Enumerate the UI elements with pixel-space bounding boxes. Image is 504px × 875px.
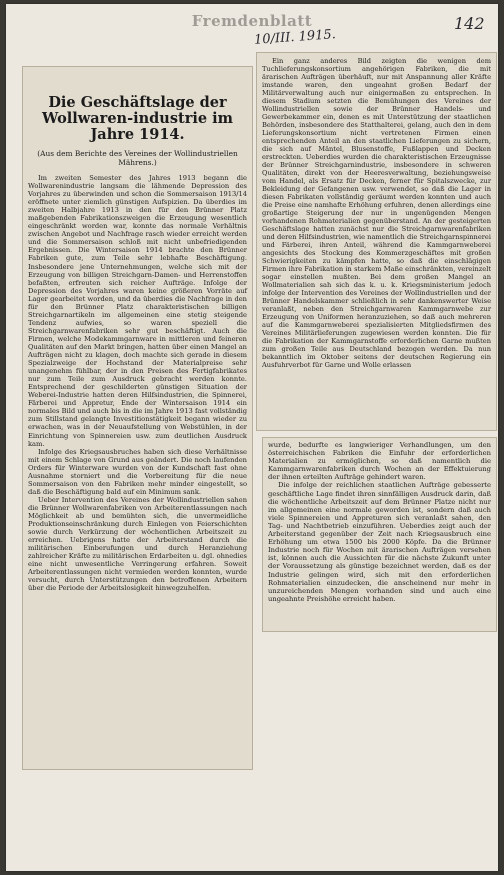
article-column-right-top [257,53,496,373]
article-column-left [23,171,252,595]
article-subhead: (Aus dem Berichte des Vereines der Wollindustriellen Mährens.) [37,149,238,167]
article-clipping-right-bottom [262,437,497,632]
article-column-right-bottom [263,438,496,606]
article-paragraph: Ein ganz anderes Bild zeigten die wenigen dem Tuchlieferungskonsortium angehörigen Fabriken, die mit ärarischen Aufträgen überhäuft, nur mit Anspannung aller Kräfte imstande waren, den ungeahnt großen Bedarf der Militärverwaltung auch nur einigermaßen zu entsprechen. In diesem Stadium setzten die Bemühungen des Vereines der Wollindustriellen sowie der Brünner Handels- und Gewerbekammer ein, denen es mit Unterstützung der staatlichen Behörden, insbesondere des Statthalterei, gelang, auch den in dem Lieferungskonsortium nicht vertretenen Firmen einen entsprechenden Anteil an den staatlichen Lieferungen zu sichern, die sich auf Mäntel, Blusenstoffe, Fußlappen und Decken erstreckten. Ueberdies wurden die charakteristischen Erzeugnisse der Brünner Streichgarnindustrie, insbesondere in schweren Qualitäten, direkt von der Heeresverwaltung, beziehungsweise vom Handel, als Ersatz für Decken, ferner für Spitalszwecke, zur Bekleidung der Gefangenen usw. verwendet, so daß die Lager in diesen Fabrikaten vollständig geräumt werden konnten und auch die Preise eine namhafte Erhöhung erfuhren, denen allerdings eine großartige Steigerung der nur in ungenügenden Mengen vorhandenen Rohmaterialien gegenüberstand. An der gesteigerten Geschäftslage hatten zunächst nur die Streichgarnwarenfabriken und deren Hilfsindustrien, wie namentlich die Streichgarnspinnerei und Färberei, ihren Anteil, während die Kammgarnweberei angesichts des Stockung des Kommerzgeschäftes mit großen Schwierigkeiten zu kämpfen hatte, so daß die einschlägigen Firmen ihre Fabrikation in starkem Maße einschränkten, vereinzelt sogar einstellen mußten. Bei dem großen Mangel an Wollmaterialien sah sich das k. u. k. Kriegsministerium jedoch infolge der Intervention des Vereines der Wollindustriellen und der Brünner Handelskammer schließlich in sehr dankenswerter Weise veranlaßt, neben den Streichgarnwaren Kammgarnwebe zur Erzeugung von Uniformen heranzuziehen, so daß auch mehreren auf die Kammgarnweberei spezialisierten Mitgliedsfirmen des Vereines Militärlieferungen zugewiesen werden konnten. Die für die Fabrikation der Kammgarnstoffe erforderlichen Garne mußten zum großen Teile aus Deutschland bezogen werden. Da nun bekanntlich im Oktober seitens der deutschen Regierung ein Ausfuhrverbot für Garne und Wolle erlassen [262,57,491,369]
article-clipping-left [22,66,253,770]
article-paragraph: Die infolge der reichlichen staatlichen Aufträge gebesserte geschäftliche Lage findet ihren sinnfälligen Ausdruck darin, daß die wöchentliche Arbeitszeit auf dem Brünner Platze nicht nur im allgemeinen eine normale geworden ist, sondern daß auch viele Spinnereien und Appreturen sich veranlaßt sahen, den Tag- und Nachtbetrieb einzuführen. Ueberdies zeigt auch der Arbeiterstand gegenüber der Zeit nach Kriegsausbruch eine Erhöhung um etwa 1500 bis 2000 Köpfe. Da die Brünner Industrie noch für Wochen mit ärarischen Aufträgen versehen ist, können auch die Aussichten für die nächste Zukunft unter der Voraussetzung als günstige bezeichnet werden, daß es der Industrie gelingen wird, sich mit den erforderlichen Rohmaterialien einzudecken, die anscheinend nur mehr in unzureichenden Mengen vorhanden sind und auch eine ungeahnte Preishöhe erreicht haben. [268,481,491,603]
handwritten-date: 10/III. 1915. [253,27,337,48]
newspaper-masthead: Fremdenblatt [191,12,313,30]
handwritten-archive-number: 142 [454,14,485,33]
article-paragraph: wurde, bedurfte es langwieriger Verhandlungen, um den österreichischen Fabriken die Einfuhr der erforderlichen Materialien zu ermöglichen, so daß namentlich die Kammgarnwarenfabriken durch Wochen an der Effektuierung der ihnen erteilten Aufträge gehindert waren. [268,441,491,482]
article-paragraph: Im zweiten Semester des Jahres 1913 begann die Wollwarenindustrie langsam die lähmende Depression des Vorjahres zu überwinden und schon die Sommersaison 1913/14 eröffnete unter ziemlich günstigen Aufspizien. Da überdies im zweiten Halbjahre 1913 in den für den Brünner Platz maßgebenden Fabrikationszweigen die Erzeugung wesentlich eingeschränkt worden war, konnte das normale Verhältnis zwischen Angebot und Nachfrage rasch wieder erreicht werden und die Sommersaison schloß mit nicht unbefriedigenden Ergebnissen. Die Wintersaison 1914 brachte den Brünner Fabriken gute, zum Teile sehr lebhafte Beschäftigung. Insbesondere jene Unternehmungen, welche sich mit der Erzeugung von billigen Streichgarn-Damen- und Herrenstoffen befaßten, erfreuten sich reicher Aufträge. Infolge der Depression des Vorjahres waren keine größeren Vorräte auf Lager gearbeitet worden, und da überdies die Nachfrage in den für den Brünner Platz charakteristischen billigen Streichgarnartikeln im allgemeinen eine stetig steigende Tendenz aufwies, so waren speziell die Streichgarnwarenfabriken sehr gut beschäftigt. Auch die Firmen, welche Modekammgarnware in mittleren und feineren Qualitäten auf den Markt bringen, hatten über einen Mangel an Aufträgen nicht zu klagen, doch machte sich gerade in diesem Spezialzweige der Hochstand der Materialpreise sehr unangenehm fühlbar, der in den Preisen des Fertigfabrikates nur zum Teile zum Ausdruck gebracht werden konnte. Entsprechend der geschilderten günstigen Situation der Weberei-Industrie hatten deren Hilfsindustrien, die Spinnerei, Färberei und Appretur, Ende der Wintersaison 1914 ein normales Bild und auch bis in die im Jahre 1913 fast vollständig zum Stillstand gelangte Investitionstätigkeit begann wieder zu erwachen, was in der Neuaufstellung von Webstühlen, in der Einrichtung von Spinnereien usw. zum deutlichen Ausdruck kam. [28,174,247,448]
article-clipping-right-top [256,52,497,431]
article-paragraph: Ueber Intervention des Vereines der Wollindustriellen sahen die Brünner Wollwarenfabriken von Arbeiterentlassungen nach Möglichkeit ab und bemühten sich, die unvermeidliche Produktionseinschränkung durch Einlegen von Feierschichten sowie durch Verkürzung der wöchentlichen Arbeitszeit zu erreichen. Uebrigens hatte der Arbeiterstand durch die militärischen Einberufungen und durch Heranziehung zahlreicher Kräfte zu militärischen Erdarbeiten u. dgl. ohnedies eine nicht unwesentliche Verringerung erfahren. Soweit Arbeiterentlassungen nicht vermieden werden konnten, wurde versucht, durch Unterstützungen den betroffenen Arbeitern über die Periode der Arbeitslosigkeit hinwegzuhelfen. [28,495,247,593]
article-paragraph: Infolge des Kriegsausbruches haben sich diese Verhältnisse mit einem Schlage von Grund aus geändert. Die noch laufenden Orders für Winterware wurden von der Kundschaft fast ohne Ausnahme storniert und die Vorbereitung für die neue Sommersaison von den Fabriken mehr minder eingestellt, so daß die Beschäftigung bald auf ein Minimum sank. [28,447,247,496]
article-headline: Die Geschäftslage der Wollwaren-industrie im Jahre 1914. [42,94,233,143]
